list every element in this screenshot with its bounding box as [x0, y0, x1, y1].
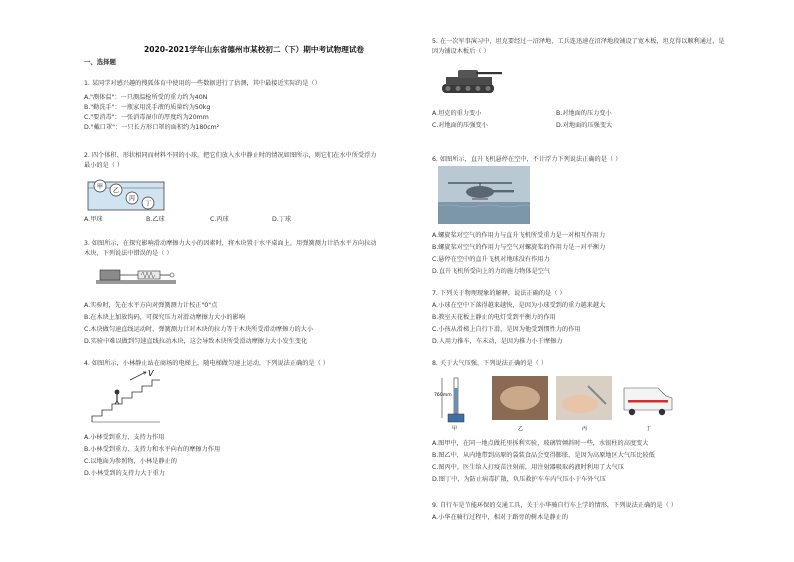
ball-label-jia: 甲: [97, 183, 104, 191]
person-head: [115, 390, 120, 395]
q9-option-a[interactable]: A.小华在骑行过程中，相对于路旁的树木是静止的: [432, 514, 569, 521]
q1-stem: 1. 某同学对感兴趣的搜狐体育中使用的一些数据进行了估测，其中最接近实际的是（）: [84, 80, 321, 87]
q8-option-d[interactable]: D.图丁中，为防止病毒扩散，负压救护车车内气压小于车外气压: [432, 476, 606, 483]
q3-stem-line1: 3. 如图所示，在探究影响滑动摩擦力大小的因素时，将木块置于水平桌面上，用弹簧测力计沿水平方向拉动: [84, 240, 377, 247]
q8-stem: 8. 关于大气压强，下列说法正确的是（ ）: [432, 360, 548, 367]
q5-stem-line2: 因为铺设木板后（ ）: [432, 48, 490, 55]
tank-wheel: [456, 86, 461, 91]
q7-option-a[interactable]: A.小球在空中下落得越来越快，是因为小球受到的重力越来越大: [432, 302, 606, 309]
q6-option-d[interactable]: D.直升飞机所受向上的力的施力物体是空气: [432, 268, 551, 275]
q4-stem: 4. 如图所示，小林静止站在商场的电梯上，随电梯做匀速上运动，下列说法正确的是（ ）: [84, 360, 329, 367]
left-column: [84, 0, 424, 562]
q5-option-a[interactable]: A.坦克的重力变小: [432, 110, 482, 117]
ambulance-stripe: [628, 400, 668, 403]
escalator-steps: [92, 380, 160, 422]
patient-arm: [562, 395, 598, 413]
q6-option-c[interactable]: C.悬停在空中的直升飞机对地球没有作用力: [432, 256, 550, 263]
food-bag: [500, 386, 540, 410]
q3-option-c[interactable]: C.木块做匀速直线运动时，弹簧测力计对木块的拉力等于木块所受滑动摩擦力的大小: [84, 326, 314, 333]
q1-option-d[interactable]: D."戴口罩"：一只长方形口罩的面积约为180cm²: [84, 124, 220, 131]
section-heading: 一、选择题: [84, 58, 116, 66]
q8-option-b[interactable]: B.图乙中，从内地带到高原的袋装食品会变得膨胀，是因为高原地区大气压比较低: [432, 452, 655, 459]
q6-helicopter-photo: [438, 166, 530, 224]
q5-option-b[interactable]: B.对地面的压力变小: [556, 110, 612, 117]
q4-option-a[interactable]: A.小林受到重力、支持力作用: [84, 434, 165, 441]
table-surface: [96, 280, 176, 284]
q7-option-d[interactable]: D.人用力推车，车未动，是因为推力小于摩擦力: [432, 338, 563, 345]
tank-wheel: [466, 86, 471, 91]
q5-stem-line1: 5. 在一次军事演习中，坦克要经过一沼泽地，工兵连迅速在沼泽地段铺设了宽木板，坦克得以顺利通过，是: [432, 38, 725, 45]
q1-option-b[interactable]: B."勤洗手"：一瓶家用洗手液的质量约为50kg: [84, 104, 211, 111]
q2-stem-line2: 最小的是（ ）: [84, 162, 124, 169]
right-column: [432, 0, 772, 562]
ball-label-ding: 丁: [145, 200, 152, 208]
tank-hull: [446, 77, 492, 85]
q4-escalator-figure: [90, 370, 170, 424]
q2-stem-line1: 2. 四个体积、形状相同而材料不同的小球，把它们放入水中静止时的情况如图所示，则它们在水中所受浮力: [84, 152, 377, 159]
q4-option-c[interactable]: C.以地面为参照物，小林是静止的: [84, 458, 177, 465]
wooden-block: [100, 270, 120, 280]
q8-option-a[interactable]: A.图甲中，在同一地点做托里拆利实验，玻璃管倾斜时一些，水银柱的高度变大: [432, 440, 649, 447]
q6-stem: 6. 如图所示，直升飞机悬停在空中，不计浮力下列说法正确的是（ ）: [432, 156, 622, 163]
q7-stem: 7. 下列关于物理现象的解释，说法正确的是（ ）: [432, 290, 566, 297]
tank-gun: [476, 72, 502, 74]
q6-option-a[interactable]: A.螺旋桨对空气的作用力与直升飞机所受重力是一对相互作用力: [432, 232, 606, 239]
q5-tank-figure: [438, 62, 504, 96]
q4-option-b[interactable]: B.小林受到重力、支持力和水平向右的摩擦力作用: [84, 446, 221, 453]
helicopter-body: [466, 186, 494, 198]
person-leg: [117, 401, 119, 404]
helicopter-tail: [492, 190, 514, 192]
q1-option-a[interactable]: A."测体温"：一只测温枪所受的重力约为40N: [84, 94, 208, 101]
q1-option-c[interactable]: C."要消毒"：一张消毒湿巾的厚度约为20mm: [84, 114, 209, 121]
q3-option-a[interactable]: A.实验时，先在水平方向对弹簧测力计校正"0"点: [84, 302, 218, 309]
q2-option-c[interactable]: C.丙球: [210, 216, 229, 223]
mercury-column: [454, 388, 458, 418]
fig-label-jia: 甲: [452, 426, 458, 432]
fig-label-yi: 乙: [518, 426, 524, 432]
q3-option-d[interactable]: D.实验中难以做到匀速直线拉动木块，这会导致木块所受滑动摩擦力大小发生变化: [84, 338, 308, 345]
ball-label-yi: 乙: [113, 187, 120, 195]
q2-option-b[interactable]: B.乙球: [146, 216, 165, 223]
q8-option-c[interactable]: C.图丙中，医生给人打疫苗注射前，用注射器吸取药液时利用了大气压: [432, 464, 624, 471]
ball-label-bing: 丙: [129, 195, 136, 203]
q2-balls-figure: [86, 174, 166, 212]
q2-option-d[interactable]: D.丁球: [272, 216, 292, 223]
q2-option-a[interactable]: A.甲球: [84, 216, 103, 223]
tank-wheel: [476, 86, 481, 91]
velocity-label: V: [148, 370, 154, 378]
q5-option-c[interactable]: C.对地面的压强变小: [432, 122, 488, 129]
tank-turret: [458, 70, 478, 78]
q4-option-d[interactable]: D.小林受到的支持力大于重力: [84, 470, 165, 477]
tank-wheel: [446, 86, 451, 91]
q6-option-b[interactable]: B.螺旋桨对空气的作用力与空气对螺旋桨的作用力是一对平衡力: [432, 244, 606, 251]
ambulance-wheel: [659, 409, 665, 415]
q3-option-b[interactable]: B.在木块上加放钩码，可探究压力对滑动摩擦力大小的影响: [84, 314, 245, 321]
fig-label-bing: 丙: [582, 426, 588, 432]
q9-stem: 9. 自行车是节能环保的交通工具，关于小华骑自行车上学的情形，下列说法正确的是（ ）: [432, 502, 677, 509]
page-title: 2020-2021学年山东省德州市某校初二（下）期中考试物理试卷: [143, 45, 365, 54]
ambulance-wheel: [629, 409, 635, 415]
torricelli-height-label: 760mm: [434, 393, 452, 398]
fig-label-ding: 丁: [646, 426, 652, 432]
pull-ring: [170, 273, 174, 277]
q5-option-d[interactable]: D.对地面的压强变大: [556, 122, 613, 129]
q3-stem-line2: 木块，下列说法中错误的是（ ）: [84, 250, 173, 257]
q7-option-c[interactable]: C.小孩从滑梯上自行下滑，是因为他受到惯性力的作用: [432, 326, 581, 333]
velocity-arrow: [130, 372, 146, 380]
q3-friction-figure: [96, 262, 176, 286]
mercury-trough: [448, 414, 464, 422]
q8-figures: [432, 374, 682, 432]
q7-option-b[interactable]: B.教室天花板上静止的电灯受到平衡力的作用: [432, 314, 556, 321]
tank-wheel: [486, 86, 491, 91]
